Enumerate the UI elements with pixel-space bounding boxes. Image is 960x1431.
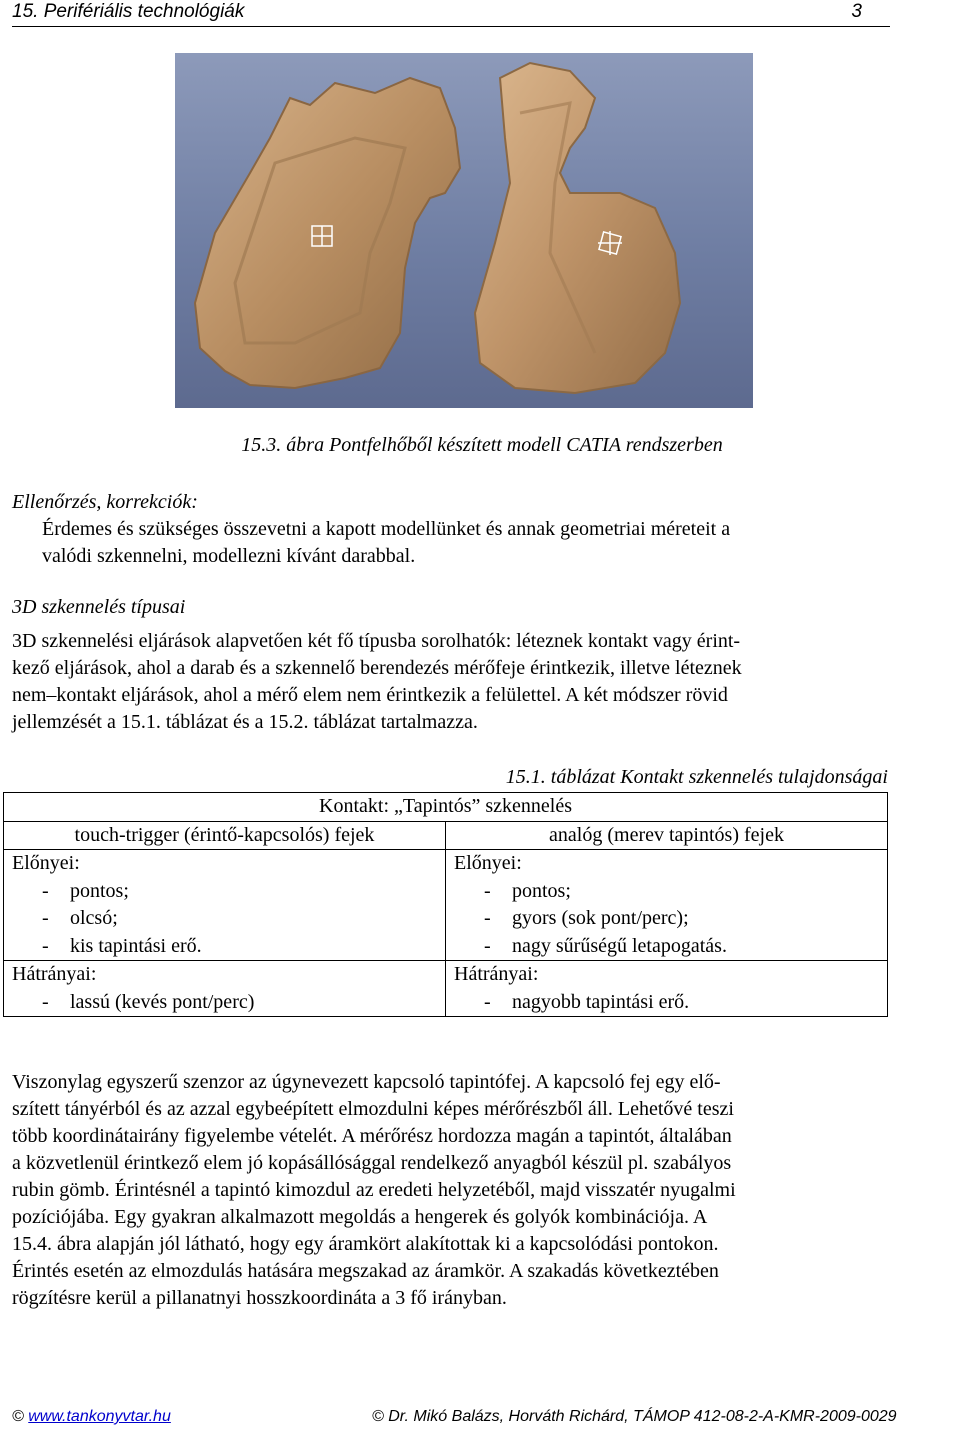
col1-adv-label: Előnyei: <box>12 852 80 874</box>
list-item: - nagyobb tapintási erő. <box>484 990 690 1013</box>
section3-line-8: Érintés esetén az elmozdulás hatására megszakad az áramkör. A szakadás következtében <box>12 1260 719 1282</box>
section-heading-3d-scan-types: 3D szkennelés típusai <box>12 596 186 618</box>
section2-line-4: jellemzését a 15.1. táblázat és a 15.2. táblázat tartalmazza. <box>12 711 478 733</box>
col2-disadvantages <box>446 961 888 1017</box>
section3-line-5: rubin gömb. Érintésnél a tapintó kimozdul az eredeti helyzetéből, majd visszatér nyugalmi <box>12 1179 736 1201</box>
section-heading-checks: Ellenőrzés, korrekciók: <box>12 491 198 513</box>
figure-caption: 15.3. ábra Pontfelhőből készített modell CATIA rendszerben <box>241 434 723 456</box>
list-item: - kis tapintási erő. <box>42 934 202 957</box>
table-title: Kontakt: „Tapintós” szkennelés <box>4 793 888 822</box>
section1-line-1: Érdemes és szükséges összevetni a kapott modellünket és annak geometriai méreteit a <box>42 518 731 540</box>
section2-line-2: kező eljárások, ahol a darab és a szkennelő berendezés mérőfeje érintkezik, illetve léteznek <box>12 657 742 679</box>
list-item: - lassú (kevés pont/perc) <box>42 990 255 1013</box>
table-caption: 15.1. táblázat Kontakt szkennelés tulajdonságai <box>505 766 888 788</box>
section3-line-3: több koordinátairány figyelembe vételét. A mérőrész hordozza magán a tapintót, általában <box>12 1125 732 1147</box>
list-item: - gyors (sok pont/perc); <box>484 907 689 929</box>
list-item: - olcsó; <box>42 907 118 929</box>
section2-line-1: 3D szkennelési eljárások alapvetően két fő típusba sorolhatók: léteznek kontakt vagy érint- <box>12 630 741 652</box>
col1-disadvantages <box>4 961 446 1017</box>
col2-adv-label: Előnyei: <box>454 852 522 874</box>
grip-model-render <box>175 53 753 408</box>
section3-line-4: a közvetlenül érintkező elem jó kopásállósággal rendelkező anyagból készül pl. szabályos <box>12 1152 732 1174</box>
left-grip-shape <box>195 78 460 388</box>
page-number: 3 <box>851 1 862 22</box>
chapter-title: 15. Perifériális technológiák <box>12 1 245 22</box>
list-item: - pontos; <box>42 879 129 902</box>
section3-line-7: 15.4. ábra alapján jól látható, hogy egy áramkört alakítottak ki a kapcsolódási pontokon. <box>12 1233 719 1255</box>
col1-advantages <box>4 850 446 961</box>
model-figure <box>175 53 753 408</box>
col2-dis-label: Hátrányai: <box>454 963 539 985</box>
footer-link-block <box>12 1408 171 1426</box>
section1-line-2: valódi szkennelni, modellezni kívánt darabbal. <box>42 545 416 567</box>
website-link[interactable]: www.tankonyvtar.hu <box>28 1408 171 1425</box>
section3-line-6: pozíciójába. Egy gyakran alkalmazott megoldás a hengerek és golyók kombinációja. A <box>12 1206 708 1228</box>
col1-dis-label: Hátrányai: <box>12 963 97 985</box>
contact-scanning-table <box>3 792 888 1017</box>
page-header <box>12 0 890 27</box>
footer-authors: © Dr. Mikó Balázs, Horváth Richárd, TÁMOP 412-08-2-A-KMR-2009-0029 <box>372 1408 897 1425</box>
copyright-icon: © <box>12 1408 24 1425</box>
section2-line-3: nem–kontakt eljárások, ahol a mérő elem nem érintkezik a felülettel. A két módszer rövid <box>12 684 728 706</box>
col1-header: touch-trigger (érintő-kapcsolós) fejek <box>4 821 446 850</box>
right-grip-shape <box>475 63 680 393</box>
section3-line-2: szített tányérból és az azzal egybeépített elmozdulni képes mérőrészből áll. Lehetővé teszi <box>12 1098 734 1120</box>
list-item: - nagy sűrűségű letapogatás. <box>484 934 727 957</box>
col2-header: analóg (merev tapintós) fejek <box>446 821 888 850</box>
list-item: - pontos; <box>484 879 571 902</box>
col2-advantages <box>446 850 888 961</box>
section3-line-9: rögzítésre kerül a pillanatnyi hosszkoordináta a 3 fő irányban. <box>12 1287 507 1309</box>
section3-line-1: Viszonylag egyszerű szenzor az úgynevezett kapcsoló tapintófej. A kapcsoló fej egy elő- <box>12 1071 721 1093</box>
